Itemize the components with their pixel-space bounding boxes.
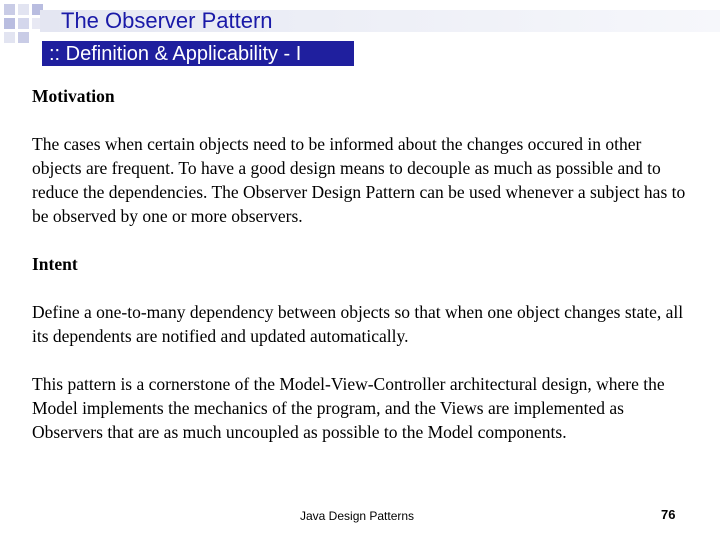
intent-paragraph: Define a one-to-many dependency between objects so that when one object changes state, all its dependents are notified and updated automatically. xyxy=(32,302,684,346)
section-heading-motivation: Motivation xyxy=(32,86,115,106)
slide-subtitle: :: Definition & Applicability - I xyxy=(49,43,302,65)
slide-title: The Observer Pattern xyxy=(61,8,273,33)
motivation-paragraph: The cases when certain objects need to be informed about the changes occured in other objects are frequent. To have a good design means to decouple as much as possible and to reduce the dependencies. The Observer Design Pattern can be used whenever a subject has to be observed by one or more observers. xyxy=(32,134,686,226)
footer-text: Java Design Patterns xyxy=(300,509,415,523)
mvc-paragraph: This pattern is a cornerstone of the Model-View-Controller architectural design, where the Model implements the mechanics of the program, and the Views are implemented as Observers that are as much uncoupled as possible to the Model components. xyxy=(32,374,665,442)
page-number: 76 xyxy=(661,507,676,522)
section-heading-intent: Intent xyxy=(32,254,78,274)
slide-content xyxy=(32,84,692,444)
